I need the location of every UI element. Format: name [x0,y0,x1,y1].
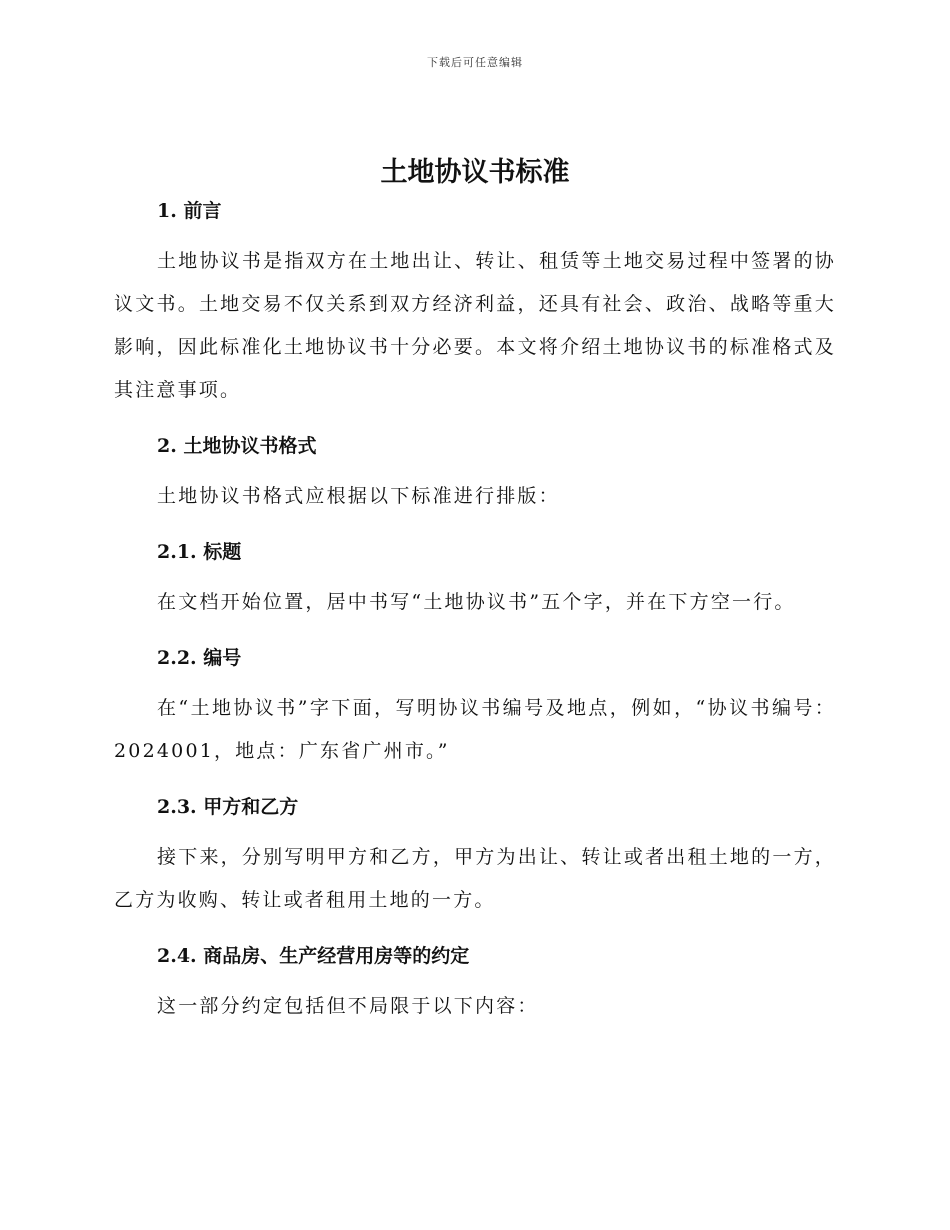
document-title: 土地协议书标准 [380,157,570,188]
section-heading-format: 2. 土地协议书格式 [157,435,317,457]
section-heading-parties: 2.3. 甲方和乙方 [157,796,299,818]
section-heading-title: 2.1. 标题 [157,541,242,563]
section-paragraph-format: 土地协议书格式应根据以下标准进行排版： [157,485,560,507]
page-header-note: 下载后可任意编辑 [427,56,523,69]
section-heading-housing: 2.4. 商品房、生产经营用房等的约定 [157,945,470,967]
section-paragraph-preface: 土地协议书是指双方在土地出让、转让、租赁等土地交易过程中签署的协议文书。土地交易不仅关系到双方经济利益，还具有社会、政治、战略等重大影响，因此标准化土地协议书十分必要。本文将介绍土地协议书的标准格式及其注意事项。 [114,250,836,401]
section-heading-preface: 1. 前言 [157,200,222,222]
section-paragraph-housing: 这一部分约定包括但不局限于以下内容： [157,995,539,1017]
document-body [114,195,836,1028]
section-paragraph-title: 在文档开始位置，居中书写“土地协议书”五个字，并在下方空一行。 [157,591,796,613]
section-paragraph-parties: 接下来，分别写明甲方和乙方，甲方为出让、转让或者出租土地的一方，乙方为收购、转让或者租用土地的一方。 [114,846,836,911]
section-heading-number: 2.2. 编号 [157,647,242,669]
section-paragraph-number: 在“土地协议书”字下面，写明协议书编号及地点，例如，“协议书编号：2024001，地点：广东省广州市。” [114,697,836,762]
